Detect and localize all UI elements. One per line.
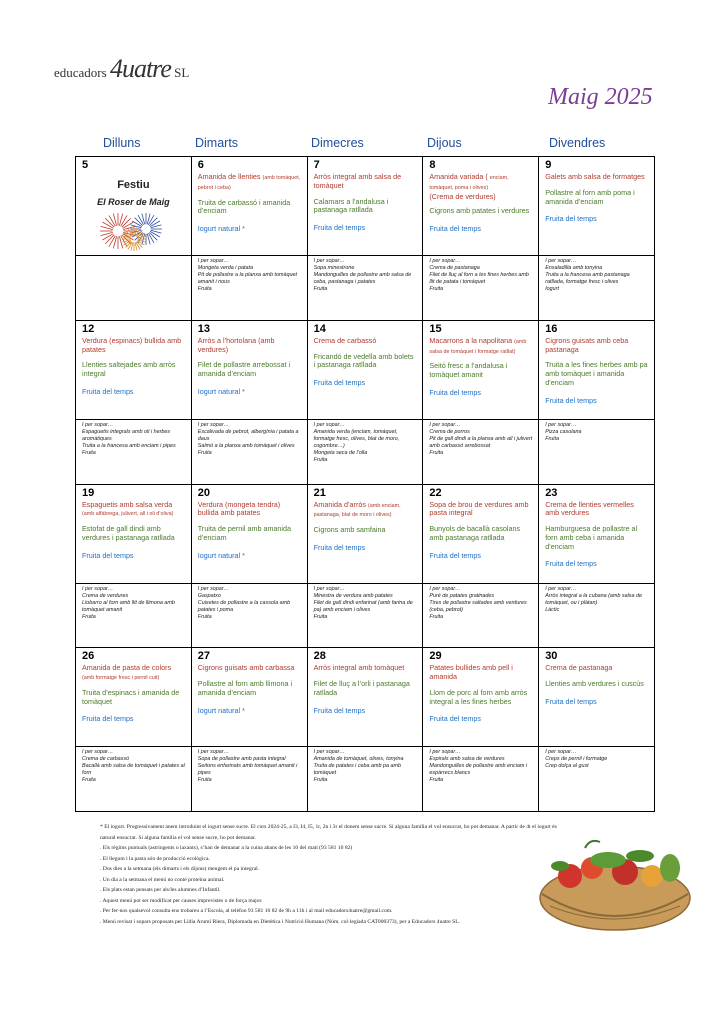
dinner-item: Bacallà amb salsa de tomàquet i patates al forn — [82, 763, 185, 777]
dessert: Iogurt natural * — [197, 705, 245, 715]
dinner-item: Làctic — [545, 606, 560, 613]
second-course: Truita de pernil amb amanida d’enciam — [197, 524, 292, 542]
first-course: Verdura (mongeta tendra) bullida amb patates — [197, 499, 281, 518]
dinner-title: I per sopar… — [429, 421, 461, 428]
first-course: Galets amb salsa de formatges — [545, 172, 645, 181]
dinner-suggestion — [76, 746, 191, 803]
dinner-suggestion — [308, 419, 423, 476]
dessert: Fruita del temps — [313, 705, 366, 715]
note-line: . El llegum i la pasta són de producció ecològica. — [100, 855, 210, 862]
dinner-item: Fruita — [429, 449, 444, 456]
day-cell — [191, 648, 307, 812]
company-logo: educadors 4uatre SL — [54, 54, 190, 83]
dinner-item: Fruita — [82, 613, 96, 620]
day-cell — [191, 157, 307, 321]
dinner-suggestion — [192, 255, 307, 312]
dinner-item: Fruita — [82, 449, 96, 456]
dinner-title: I per sopar… — [545, 258, 577, 264]
dinner-suggestion — [539, 583, 654, 640]
dinner-item: Sopa de pollastre amb pasta integral — [197, 756, 286, 763]
note-line: . Menú revisat i sopars proposats per Lídia Arumí Riera, Diplomada en Dietètica i Nutrició Humana (Núm. col·legiada CAT000373), per a Educadors 4uatre SL. — [100, 918, 461, 925]
day-number: 15 — [429, 322, 442, 335]
dinner-suggestion — [192, 746, 307, 803]
day-number: 29 — [429, 650, 442, 663]
day-cell — [423, 648, 539, 812]
dinner-item: Fruita — [313, 456, 328, 463]
dinner-title: I per sopar… — [429, 258, 461, 264]
dinner-title: I per sopar… — [197, 585, 229, 592]
dinner-item: Fruita — [429, 613, 444, 620]
first-course: Verdura (espinacs) bullida amb patates — [82, 335, 182, 354]
dinner-item: Pit de pollastre a la planxa amb tomàquet amanit i nous — [197, 272, 297, 285]
dinner-title: I per sopar… — [82, 421, 114, 428]
dessert: Fruita del temps — [82, 714, 134, 724]
day-cell — [191, 320, 307, 484]
second-course: Cigrons amb patates i verdures — [429, 206, 530, 216]
dinner-item: Crema de verdures — [82, 592, 129, 599]
dinner-item: Fruita — [313, 286, 328, 292]
first-course: Cigrons guisats amb ceba pastanaga — [545, 335, 629, 354]
second-course: Llenties amb verdures i cuscús — [545, 679, 644, 689]
dinner-item: Mongeta seca de l’olla — [313, 449, 368, 456]
dinner-title: I per sopar… — [313, 258, 345, 264]
dessert: Iogurt natural * — [197, 386, 245, 396]
dinner-item: Fruita — [197, 286, 212, 292]
dinner-item: Fruita — [429, 286, 444, 292]
dinner-item: Puré de patates gratinades — [429, 592, 495, 599]
dinner-item: Sopa minestrone — [313, 265, 355, 271]
dessert: Fruita del temps — [545, 214, 597, 224]
dinner-suggestion — [308, 255, 423, 312]
fireworks-illustration — [88, 209, 178, 257]
day-cell — [539, 320, 655, 484]
note-line: . Dos dies a la setmana (els dimarts i els dijous) mengem el pa integral. — [100, 866, 260, 872]
dessert: Fruita del temps — [313, 542, 366, 552]
calendar-week-row — [76, 648, 655, 812]
dinner-item: Seitons enfarinats amb tomàquet amanit i pipes — [197, 763, 298, 777]
dinner-item: Llobarro al forn amb llit de llimona amb tomàquet amanit — [82, 599, 175, 613]
dinner-item: Espirals amb salsa de verdures — [429, 756, 505, 763]
second-course: Seitó fresc a l’andalusa i tomàquet amanit — [429, 361, 508, 380]
dessert: Fruita del temps — [545, 696, 597, 706]
day-number: 27 — [197, 650, 211, 663]
weekday-label: Dimecres — [311, 136, 364, 150]
dinner-item: Amanida verda (enciam, tomàquet, formatge fresc, olives, blat de moro, cogombre…) — [313, 428, 400, 449]
dinner-item: Tires de pollastre saltades amb verdures (ceba, pebrot) — [429, 599, 527, 613]
day-number: 21 — [313, 486, 326, 499]
dinner-suggestion — [76, 255, 191, 312]
dinner-title: I per sopar… — [313, 421, 345, 428]
second-course: Bunyols de bacallà casolans amb pastanaga ratllada — [429, 524, 521, 542]
day-cell — [76, 648, 192, 812]
dinner-suggestion — [308, 583, 423, 640]
dinner-suggestion — [423, 583, 538, 640]
dinner-item: Pizza casolana — [545, 428, 582, 435]
month-title: Maig 2025 — [548, 84, 653, 110]
first-course: Crema de pastanaga — [545, 663, 613, 673]
day-cell — [539, 648, 655, 812]
day-cell — [307, 648, 423, 812]
dinner-item: Fruita — [313, 777, 328, 784]
dessert: Fruita del temps — [429, 224, 481, 234]
dinner-title: I per sopar… — [429, 749, 461, 756]
day-number: 12 — [82, 322, 95, 335]
notes-section — [100, 822, 560, 927]
menu-calendar — [75, 156, 655, 812]
dinner-suggestion — [539, 746, 654, 803]
dinner-title: I per sopar… — [429, 585, 461, 592]
first-course: Cigrons guisats amb carbassa — [197, 663, 295, 673]
first-course: Sopa de brou de verdures amb pasta integral — [429, 499, 529, 518]
first-course: Macarrons a la napolitana (amb salsa de tomàquet i formatge ratllat) — [429, 335, 527, 355]
second-course: Estofat de gall dindi amb verdures i pastanaga ratllada — [82, 524, 175, 542]
day-number: 23 — [545, 486, 558, 499]
dinner-item: Minestra de verdura amb patates — [313, 592, 393, 599]
holiday-label: Festiu — [117, 179, 150, 191]
second-course: Truita d’espinacs i amanida de tomàquet — [82, 687, 180, 706]
dinner-item: Fruita — [82, 777, 96, 784]
first-course: Amanida de llenties (amb tomàquet, pebrot i ceba) — [197, 172, 301, 191]
dinner-title: I per sopar… — [313, 749, 345, 756]
dessert: Iogurt natural * — [197, 224, 245, 234]
day-number: 7 — [313, 159, 320, 171]
dinner-suggestion — [192, 583, 307, 640]
dinner-item: Truita de patates i ceba amb pa amb tomàquet — [313, 763, 401, 777]
dessert: Fruita del temps — [429, 387, 481, 397]
dinner-title: I per sopar… — [313, 585, 345, 592]
dinner-title: I per sopar… — [82, 585, 114, 592]
dinner-suggestion — [192, 419, 307, 476]
day-number: 9 — [545, 159, 552, 171]
dinner-item: Fruita — [197, 449, 212, 456]
day-number: 30 — [545, 650, 558, 663]
first-course: Amanida de pasta de colors (amb formatge fresc i pernil cuit) — [82, 663, 172, 682]
dessert: Iogurt natural * — [197, 550, 245, 560]
dinner-item: Filet de lluç al forn a les fines herbes amb llit de patata i tomàquet — [429, 272, 529, 285]
dinner-item: Mandonguilles de pollastre amb enciam i espàrrecs blancs — [429, 763, 528, 777]
day-cell — [423, 157, 539, 321]
weekday-label: Dimarts — [195, 136, 239, 150]
dinner-item: Fruita — [545, 435, 559, 442]
day-number: 22 — [429, 486, 442, 499]
day-cell — [191, 484, 307, 648]
day-cell — [76, 320, 192, 484]
first-course: Arròs a l’hortolana (amb verdures) — [197, 335, 275, 354]
day-cell — [539, 484, 655, 648]
dinner-item: Espaguetis integrals amb oli i herbes aromàtiques — [82, 428, 171, 442]
dinner-title: I per sopar… — [197, 258, 229, 264]
day-number: 14 — [313, 322, 326, 335]
weekday-label: Dijous — [427, 136, 462, 150]
weekday-label: Divendres — [549, 136, 606, 150]
calendar-week-row — [76, 320, 655, 484]
dinner-item: Mongeta verda i patata — [197, 265, 253, 271]
day-number: 26 — [82, 650, 95, 663]
second-course: Calamars a l’andalusa i pastanaga ratllada — [313, 196, 389, 215]
dinner-item: Crema de porros — [429, 428, 470, 435]
vegetable-basket-illustration — [530, 828, 700, 938]
day-number: 19 — [82, 486, 95, 499]
dessert: Fruita del temps — [313, 223, 366, 233]
dinner-item: Crema de carbassó — [82, 756, 130, 763]
day-number: 5 — [82, 159, 89, 171]
dinner-title: I per sopar… — [545, 749, 577, 756]
dinner-item: Amanida de tomàquet, olives, tonyina — [313, 756, 404, 763]
day-cell — [423, 484, 539, 648]
dinner-title: I per sopar… — [82, 749, 114, 756]
dinner-suggestion — [423, 419, 538, 476]
calendar-week-row — [76, 157, 655, 321]
dessert: Fruita del temps — [545, 559, 597, 569]
second-course: Truita de carbassó i amanida d’enciam — [197, 197, 291, 216]
note-line: * El iogurt. Progressivament anem introduint el iogurt sense sucre. El curs 2024-25, a I3, I4, I5, 1r, 2n i 3r el donem sense sucre. Si alguna família el vol ensucrat, ho pot demanar. A partir de 4t el iogurt és natural ensucrat. Si alguna família el vol sense sucre, ho pot demanar. — [100, 824, 557, 841]
dinner-title: I per sopar… — [545, 585, 577, 592]
second-course: Filet de lluç a l’orli i pastanaga ratllada — [313, 679, 410, 697]
dinner-item: Ensaladilla amb tonyina — [545, 265, 603, 271]
first-course: Arròs integral amb salsa de tomàquet — [313, 172, 402, 190]
day-cell — [76, 484, 192, 648]
day-number: 8 — [429, 159, 436, 171]
day-cell — [76, 157, 192, 321]
dinner-item: Arròs integral a la cubana (amb salsa de tomàquet, ou i plàtan) — [545, 592, 642, 606]
day-number: 20 — [197, 486, 211, 499]
calendar-week-row — [76, 484, 655, 648]
day-number: 28 — [313, 650, 326, 663]
day-cell — [423, 320, 539, 484]
dinner-item: Filet de gall dindi enfarinat (amb farina de pa) amb enciam i olives — [313, 599, 413, 613]
dinner-suggestion — [423, 746, 538, 803]
dinner-title: I per sopar… — [545, 421, 577, 428]
first-course: Espaguetis amb salsa verda (amb alfàbrega, julivert, all i oli d’oliva) — [82, 499, 174, 518]
dessert: Fruita del temps — [429, 550, 481, 560]
dinner-suggestion — [539, 255, 654, 312]
second-course: Filet de pollastre arrebossat i amanida d’enciam — [197, 360, 291, 379]
second-course: Cigrons amb samfaina — [313, 525, 386, 535]
first-course: Crema de llenties vermelles amb verdures — [545, 499, 634, 518]
note-line: . Un dia a la setmana el menú no conté proteïna animal. — [100, 876, 225, 883]
dinner-item: Truita a la francesa amb enciam i pipes — [82, 442, 176, 449]
holiday-name: El Roser de Maig — [97, 197, 170, 207]
weekday-label: Dilluns — [103, 136, 141, 150]
day-number: 13 — [197, 322, 211, 335]
dinner-item: Escalivada de pebrot, albergínia i patata a daus — [197, 428, 299, 442]
second-course: Hamburguesa de pollastre al forn amb ceba i amanida d’enciam — [545, 524, 638, 551]
day-number: 6 — [197, 159, 204, 171]
second-course: Pollastre al forn amb llimona i amanida d’enciam — [197, 679, 293, 697]
dessert: Fruita del temps — [313, 378, 366, 388]
dinner-item: Crema de pastanaga — [429, 265, 480, 271]
weekday-header — [75, 136, 655, 152]
first-course: Crema de carbassó — [313, 335, 377, 345]
day-number: 16 — [545, 322, 558, 335]
dinner-title: I per sopar… — [197, 749, 229, 756]
first-course: Amanida d’arròs (amb enciam, pastanaga, blat de moro i olives) — [313, 499, 401, 519]
dessert: Fruita del temps — [82, 550, 134, 560]
dinner-item: Fruita — [197, 777, 212, 784]
dinner-suggestion — [423, 255, 538, 312]
second-course: Truita a les fines herbes amb pa amb tomàquet i amanida d’enciam — [545, 360, 648, 387]
dinner-item: Truita a la francesa amb pastanaga ratllada, formatge fresc i olives — [545, 272, 630, 285]
first-course: Patates bullides amb pell i amanida — [429, 663, 513, 682]
second-course: Llom de porc al forn amb arròs integral a les fines herbes — [429, 687, 528, 706]
dinner-item: Crep dolça al gust — [545, 763, 589, 770]
dinner-suggestion — [76, 419, 191, 476]
dessert: Fruita del temps — [545, 395, 597, 405]
second-course: Llenties saltejades amb arròs integral — [82, 360, 176, 379]
day-cell — [307, 484, 423, 648]
second-course: Pollastre al forn amb poma i amanida d’enciam — [545, 187, 635, 206]
note-line: . Per fer-nos qualsevol consulta ens trobareu a l’Escola, al telèfon 93 581 10 82 de 9h a 11h i al mail educadors4uatre@gmail.com. — [100, 908, 393, 914]
dinner-item: Iogurt — [545, 286, 559, 292]
note-line: . Aquest menú pot ser modificat per causes imprevistes o de força major. — [100, 897, 263, 904]
note-line: . Els règims puntuals (astringents o laxants), s’han de demanar a la cuina abans de les 10 del matí (93 581 10 82) — [100, 845, 353, 851]
dinner-suggestion — [308, 746, 423, 803]
dessert: Fruita del temps — [429, 714, 481, 724]
dinner-title: I per sopar… — [197, 421, 229, 428]
first-course: Arròs integral amb tomàquet — [313, 663, 405, 673]
day-cell — [539, 157, 655, 321]
dinner-item: Fruita — [313, 613, 328, 620]
first-course: Amanida variada ( enciam, tomàquet, poma i olives) (Crema de verdures) — [429, 172, 509, 201]
day-cell — [307, 320, 423, 484]
dinner-item: Pit de gall dindi a la planxa amb all i julivert amb carbassó arrebossat — [429, 435, 533, 449]
dinner-item: Creps de pernil i formatge — [545, 756, 608, 763]
dinner-item: Mandonguilles de pollastre amb salsa de ceba, pastanaga i patates — [313, 272, 412, 285]
dinner-item: Fruita — [429, 777, 444, 784]
dinner-suggestion — [539, 419, 654, 476]
dinner-item: Cuixetes de pollastre a la cassola amb patates i poma — [197, 599, 291, 613]
dinner-item: Fruita — [197, 613, 212, 620]
day-cell — [307, 157, 423, 321]
dinner-item: Gaspatxo — [197, 592, 221, 599]
second-course: Fricandó de vedella amb bolets i pastanaga ratllada — [313, 351, 414, 370]
note-line: . Els plats estan pensats per als/les alumnes d’Infantil. — [100, 887, 221, 893]
dessert: Fruita del temps — [82, 386, 134, 396]
dinner-item: Salmó a la planxa amb tomàquet i olives — [197, 442, 295, 449]
dinner-suggestion — [76, 583, 191, 640]
